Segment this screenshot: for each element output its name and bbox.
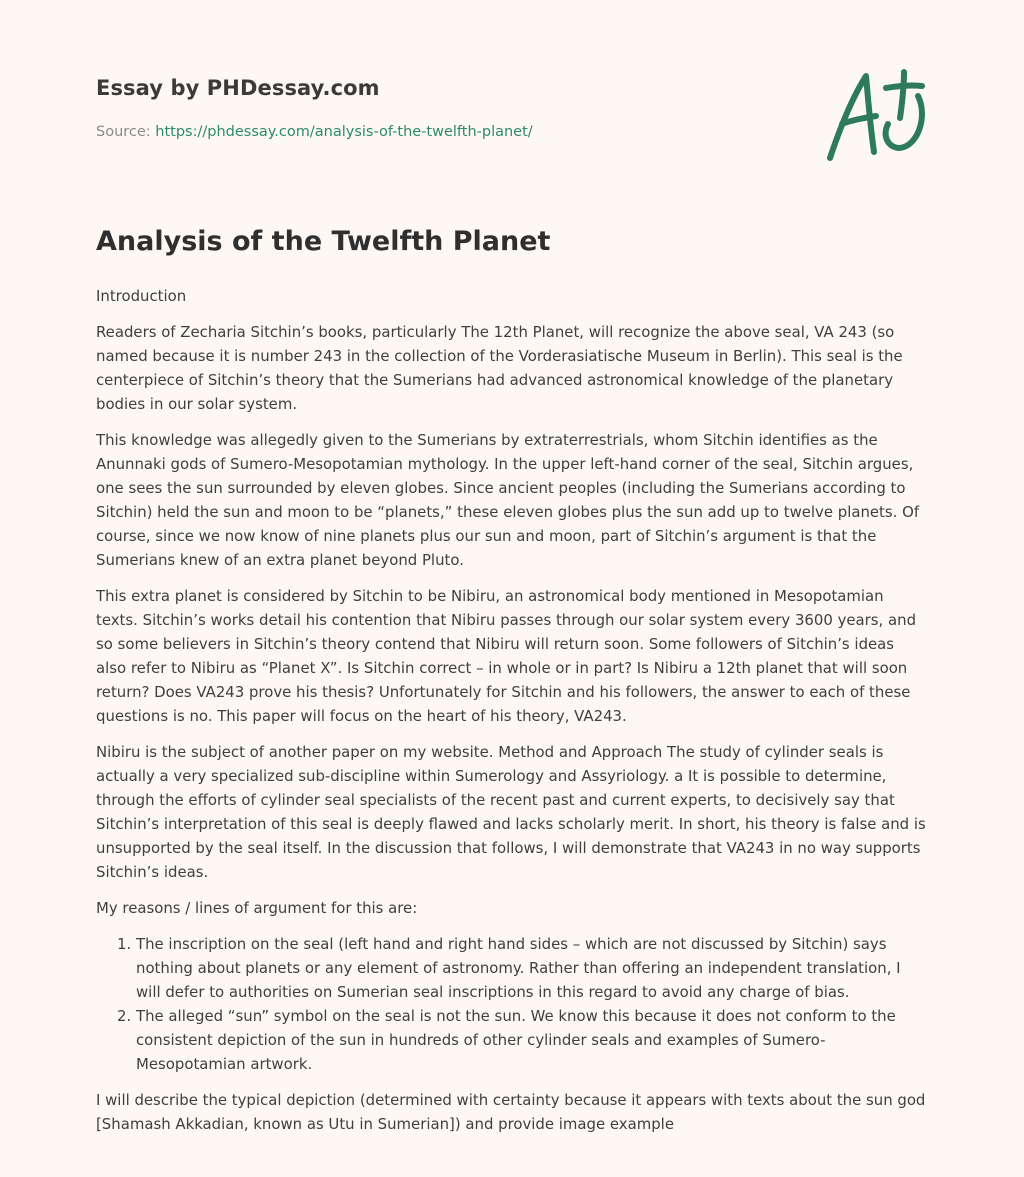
paragraph: Readers of Zecharia Sitchin’s books, particularly The 12th Planet, will recognize the above seal, VA 243 (so named because it is number 243 in the collection of the Vorderasiatische Museum in Berlin). This seal is the centerpiece of Sitchin’s theory that the Sumerians had advanced astronomical knowledge of the planetary bodies in our solar system. bbox=[96, 323, 903, 413]
arguments-list bbox=[96, 932, 928, 1076]
paragraph: This extra planet is considered by Sitchin to be Nibiru, an astronomical body mentioned in Mesopotamian texts. Sitchin’s works detail his contention that Nibiru passes through our solar system every 3600 years, and so some believers in Sitchin’s theory contend that Nibiru will return soon. Some followers of Sitchin’s ideas also refer to Nibiru as “Planet X”. Is Sitchin correct – in whole or in part? Is Nibiru a 12th planet that will soon return? Does VA243 prove his thesis? Unfortunately for Sitchin and his followers, the answer to each of these questions is no. This paper will focus on the heart of his theory, VA243. bbox=[96, 587, 917, 725]
article-title: Analysis of the Twelfth Planet bbox=[96, 226, 551, 257]
article-body bbox=[96, 284, 928, 1148]
paragraph: Nibiru is the subject of another paper on my website. Method and Approach The study of cylinder seals is actually a very specialized sub-discipline within Sumerology and Assyriology. a It is possible to determine, through the efforts of cylinder seal specialists of the recent past and current experts, to decisively say that Sitchin’s interpretation of this seal is deeply flawed and lacks scholarly merit. In short, his theory is false and is unsupported by the seal itself. In the discussion that follows, I will demonstrate that VA243 in no way supports Sitchin’s ideas. bbox=[96, 743, 926, 881]
list-item: 2. The alleged “sun” symbol on the seal is not the sun. We know this because it does not conform to the consistent depiction of the sun in hundreds of other cylinder seals and examples of Sumero-Mesopotamian artwork. bbox=[136, 1004, 928, 1076]
paragraph: I will describe the typical depiction (determined with certainty because it appears with texts about the sun god [Shamash Akkadian, known as Utu in Sumerian]) and provide image example bbox=[96, 1091, 926, 1133]
list-item: 1. The inscription on the seal (left hand and right hand sides – which are not discussed by Sitchin) says nothing about planets or any element of astronomy. Rather than offering an independent translation, I will defer to authorities on Sumerian seal inscriptions in this regard to avoid any charge of bias. bbox=[136, 932, 928, 1004]
source-line bbox=[96, 124, 533, 140]
source-label: Source: bbox=[96, 124, 151, 140]
paragraph: My reasons / lines of argument for this are: bbox=[96, 899, 418, 917]
intro-heading: Introduction bbox=[96, 287, 187, 305]
paragraph: This knowledge was allegedly given to the Sumerians by extraterrestrials, whom Sitchin identifies as the Anunnaki gods of Sumero-Mesopotamian mythology. In the upper left-hand corner of the seal, Sitchin argues, one sees the sun surrounded by eleven globes. Since ancient peoples (including the Sumerians according to Sitchin) held the sun and moon to be “planets,” these eleven globes plus the sun add up to twelve planets. Of course, since we now know of nine planets plus our sun and moon, part of Sitchin’s argument is that the Sumerians knew of an extra planet beyond Pluto. bbox=[96, 431, 920, 569]
site-brand: Essay by PHDessay.com bbox=[96, 76, 380, 100]
source-link[interactable]: https://phdessay.com/analysis-of-the-twelfth-planet/ bbox=[155, 124, 533, 140]
a-plus-logo-icon bbox=[818, 66, 930, 168]
